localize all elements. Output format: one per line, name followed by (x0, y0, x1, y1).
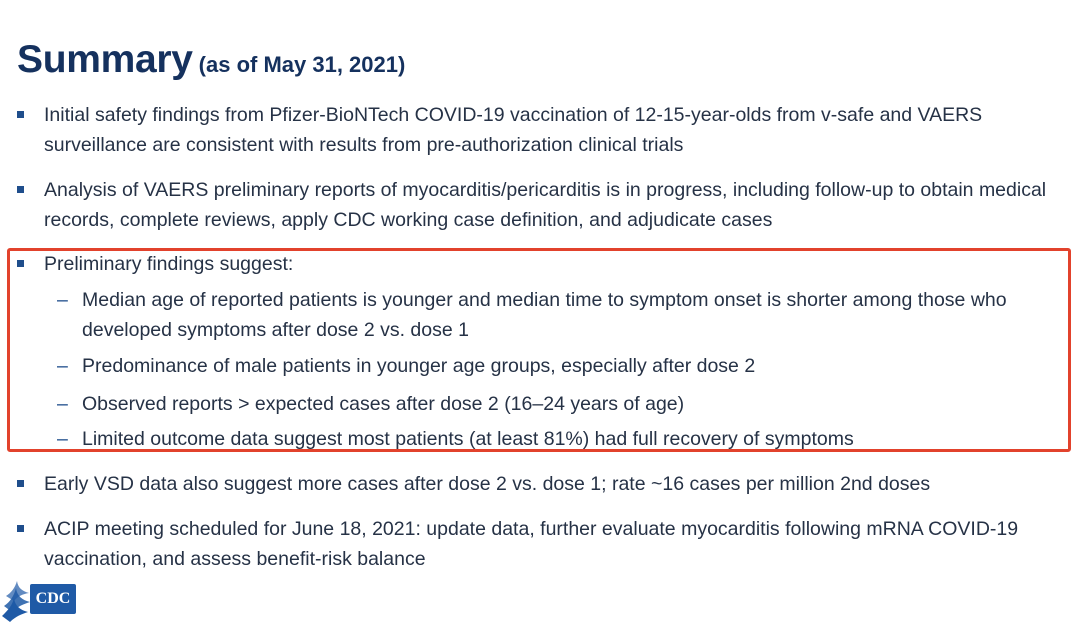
sub-item-median-age (57, 285, 1067, 345)
sub-item-observed-vs-expected (57, 389, 1067, 419)
bullet-vaers-analysis (44, 175, 1064, 235)
sub-item-outcome-data (57, 424, 1067, 454)
sub-item-text: Median age of reported patients is younger and median time to symptom onset is shorter among those who developed symptoms after dose 2 vs. dose 1 (82, 289, 1007, 341)
bullet-marker (17, 480, 24, 487)
bullet-text: Initial safety findings from Pfizer-BioNTech COVID-19 vaccination of 12-15-year-olds from v-safe and VAERS surveillance are consistent with results from pre-authorization clinical trials (44, 104, 983, 156)
bullet-vsd-data (44, 469, 1064, 499)
bullet-marker (17, 186, 24, 193)
dash-marker: – (57, 289, 68, 311)
dash-marker: – (57, 393, 68, 415)
bullet-marker (17, 525, 24, 532)
dash-marker: – (57, 355, 68, 377)
bullet-marker (17, 260, 24, 267)
page-title (17, 38, 405, 82)
cdc-logo-badge: CDC (30, 584, 76, 614)
summary-date: (as of May 31, 2021) (198, 52, 406, 77)
bullet-text: Analysis of VAERS preliminary reports of myocarditis/pericarditis is in progress, including follow-up to obtain medical records, complete reviews, apply CDC working case definition, and adjudicate cases (44, 179, 1047, 231)
dash-marker: – (57, 428, 68, 450)
bullet-text: Preliminary findings suggest: (44, 253, 294, 275)
bullet-safety-findings (44, 100, 1064, 160)
summary-title: Summary (17, 38, 193, 81)
bullet-preliminary-findings (44, 249, 1064, 279)
bullet-acip-meeting (44, 514, 1064, 574)
sub-item-male-predominance (57, 351, 1067, 381)
bullet-text: ACIP meeting scheduled for June 18, 2021: update data, further evaluate myocarditis following mRNA COVID-19 vaccination, and assess benefit-risk balance (44, 518, 1019, 570)
sub-item-text: Observed reports > expected cases after dose 2 (16–24 years of age) (82, 393, 685, 415)
sub-item-text: Predominance of male patients in younger age groups, especially after dose 2 (82, 355, 756, 377)
hhs-eagle-icon (0, 576, 32, 624)
bullet-text: Early VSD data also suggest more cases after dose 2 vs. dose 1; rate ~16 cases per million 2nd doses (44, 473, 931, 495)
sub-item-text: Limited outcome data suggest most patients (at least 81%) had full recovery of symptoms (82, 428, 854, 450)
cdc-logo (0, 570, 82, 624)
bullet-marker (17, 111, 24, 118)
